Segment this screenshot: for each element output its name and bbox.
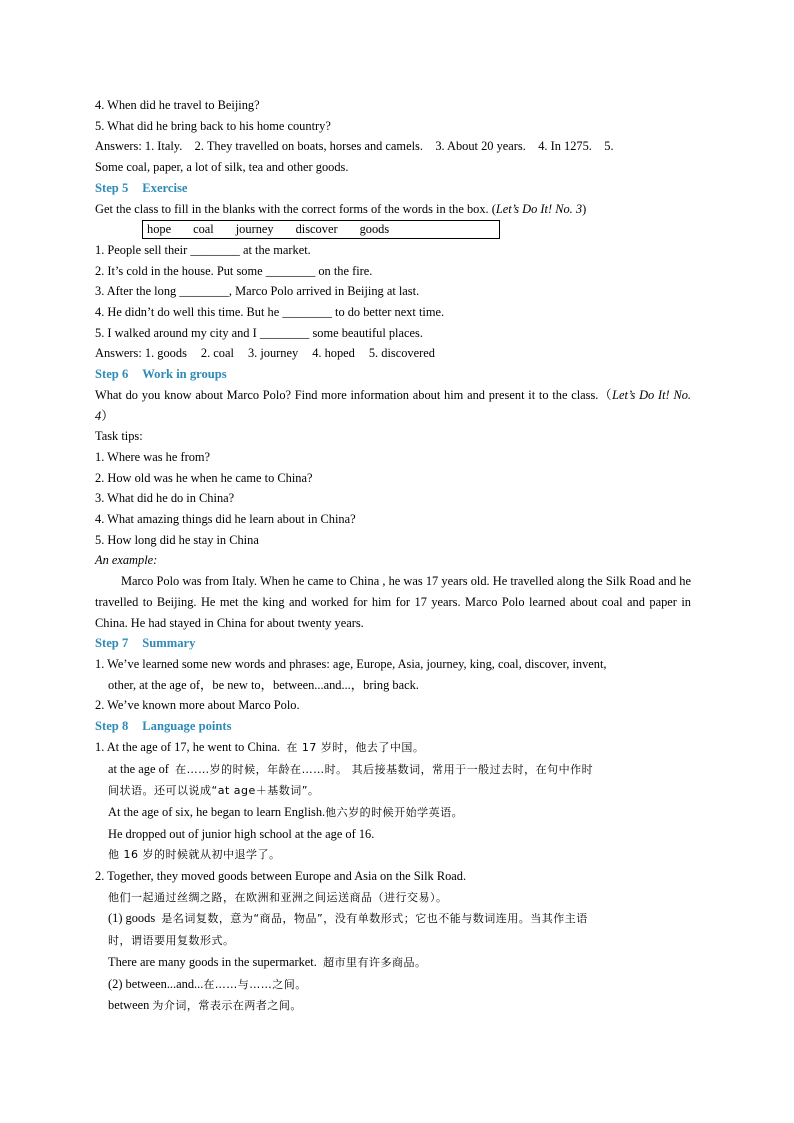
- step5-instruction: [95, 199, 691, 220]
- word-box-item: coal: [193, 222, 214, 237]
- step6-label: Step 6: [95, 367, 129, 382]
- point-2-example-zh: 超市里有许多商品。: [323, 955, 427, 969]
- step7-label: Step 7: [95, 636, 129, 651]
- point-1-note-zh2: 间状语。还可以说成“at age＋基数词”。: [108, 784, 320, 798]
- step7-heading: [95, 633, 691, 654]
- question-5: 5. What did he bring back to his home country?: [95, 118, 331, 133]
- word-box-item: discover: [295, 222, 338, 237]
- word-box-item: journey: [235, 222, 274, 237]
- step6-prompt-end: ）: [101, 408, 114, 423]
- step5-instruction-text: Get the class to fill in the blanks with the correct forms of the words in the box. (: [95, 201, 496, 216]
- step6-prompt-ref: Let’s Do It! No. 4: [95, 387, 692, 423]
- example-label: [95, 550, 691, 571]
- point-2: 2. Together, they moved goods between Europe and Asia on the Silk Road.: [95, 869, 467, 884]
- task-tip: 3. What did he do in China?: [95, 491, 235, 506]
- point-1-example-2-zh: [95, 844, 691, 866]
- point-2-sub-2-note-en: between: [108, 998, 150, 1013]
- point-2-example-en: There are many goods in the supermarket.: [108, 954, 317, 969]
- exercise-sentence: 5. I walked around my city and I ________ some beautiful places.: [95, 325, 423, 340]
- answer-item: 2. coal: [200, 346, 234, 361]
- point-2-sub-2: [95, 974, 691, 996]
- point-1-note-cont: [95, 780, 691, 802]
- step5-heading: [95, 178, 691, 199]
- task-tip: 4. What amazing things did he learn about in China?: [95, 512, 356, 527]
- exercise-sentence: 3. After the long ________, Marco Polo arrived in Beijing at last.: [95, 284, 420, 299]
- point-2-zh: [95, 887, 691, 909]
- summary-item-1-line1: 1. We’ve learned some new words and phrases: age, Europe, Asia, journey, king, coal, discover, invent,: [95, 656, 607, 671]
- point-1-note-en: at the age of: [108, 761, 169, 776]
- word-box-item: hope: [147, 222, 172, 237]
- summary-item-1-line2: other, at the age of，be new to，between...and...，bring back.: [108, 677, 419, 692]
- point-2-sub-1-en: (1) goods: [108, 911, 156, 926]
- task-tip: 1. Where was he from?: [95, 449, 211, 464]
- exercise-sentence: 1. People sell their ________ at the market.: [95, 242, 311, 257]
- step6-prompt: [95, 385, 691, 426]
- point-1-zh: 在 17 岁时，他去了中国。: [286, 740, 425, 754]
- point-2-example: [95, 952, 691, 974]
- question-4: 4. When did he travel to Beijing?: [95, 98, 260, 112]
- step8-heading: [95, 716, 691, 737]
- point-2-sub-1-zh: 是名词复数，意为“商品，物品”，没有单数形式；它也不能与数词连用。当其作主语: [161, 912, 588, 926]
- exercise-answers: [95, 343, 691, 364]
- step6-heading: [95, 364, 691, 385]
- intro-answers-line2: Some coal, paper, a lot of silk, tea and other goods.: [95, 160, 349, 175]
- point-1: [95, 737, 691, 759]
- exercise-sentence: 4. He didn’t do well this time. But he ________ to do better next time.: [95, 305, 445, 320]
- step5-instruction-ref: Let’s Do It! No. 3: [495, 201, 583, 216]
- example-paragraph: Marco Polo was from Italy. When he came to China , he was 17 years old. He travelled along the Silk Road and he travelled to Beijing. He met the king and worked for him for 17 years. Marco Polo learned about coal and paper in China. He had stayed in China for about twenty years.: [95, 574, 691, 630]
- answer-item: 5. discovered: [368, 346, 435, 361]
- point-2-sub-2-note-zh: 为介词，常表示在两者之间。: [152, 999, 302, 1013]
- point-2-sub-1-cont: [95, 930, 691, 952]
- point-2-sub-1-zh2: 时，谓语要用复数形式。: [108, 934, 235, 948]
- step7-title: Summary: [142, 636, 196, 651]
- step5-title: Exercise: [142, 180, 188, 195]
- point-2-sub-2-zh: 在……与……之间。: [203, 977, 307, 991]
- point-1-note: [95, 759, 691, 781]
- exercise-sentence: 2. It’s cold in the house. Put some ________ on the fire.: [95, 263, 373, 278]
- point-1-example-1-en: At the age of six, he began to learn English.: [108, 804, 326, 819]
- example-label-text: An example:: [95, 553, 158, 568]
- answer-item: 4. hoped: [312, 346, 355, 361]
- point-1-en: 1. At the age of 17, he went to China.: [95, 739, 281, 754]
- point-2-sub-1: [95, 908, 691, 930]
- answer-item: Answers: 1. goods: [95, 346, 187, 361]
- point-1-example-1: [95, 802, 691, 824]
- step6-title: Work in groups: [142, 367, 227, 382]
- answer-item: 3. journey: [247, 346, 299, 361]
- intro-answers-line1: Answers: 1. Italy. 2. They travelled on boats, horses and camels. 3. About 20 years. 4. In 1275. 5.: [95, 139, 614, 154]
- task-tip: 2. How old was he when he came to China?: [95, 470, 313, 485]
- step8-label: Step 8: [95, 719, 129, 734]
- point-2-sub-2-en: (2) between...and...: [108, 976, 204, 991]
- point-1-note-zh: 在……岁的时候，年龄在……时。 其后接基数词，常用于一般过去时，在句中作时: [175, 762, 594, 776]
- step5-label: Step 5: [95, 180, 129, 195]
- document-page: [95, 95, 691, 1017]
- point-1-example-1-zh: 他六岁的时候开始学英语。: [325, 805, 464, 819]
- step6-prompt-text: What do you know about Marco Polo? Find more information about him and present it to the class.（: [95, 387, 613, 402]
- task-tip: 5. How long did he stay in China: [95, 532, 259, 547]
- point-2-sub-2-note: [95, 995, 691, 1017]
- point-1-example-2: He dropped out of junior high school at the age of 16.: [108, 826, 375, 841]
- point-1-example-2-zh-text: 他 16 岁的时候就从初中退学了。: [108, 848, 281, 862]
- step5-instruction-end: ): [582, 201, 587, 216]
- word-box-item: goods: [359, 222, 390, 237]
- step8-title: Language points: [142, 719, 232, 734]
- point-2-zh-text: 他们一起通过丝绸之路，在欧洲和亚洲之间运送商品（进行交易）。: [108, 890, 448, 904]
- summary-item-2: 2. We’ve known more about Marco Polo.: [95, 698, 300, 713]
- word-box-row: [95, 219, 691, 240]
- word-box: [142, 220, 500, 239]
- task-tips-label: Task tips:: [95, 429, 143, 444]
